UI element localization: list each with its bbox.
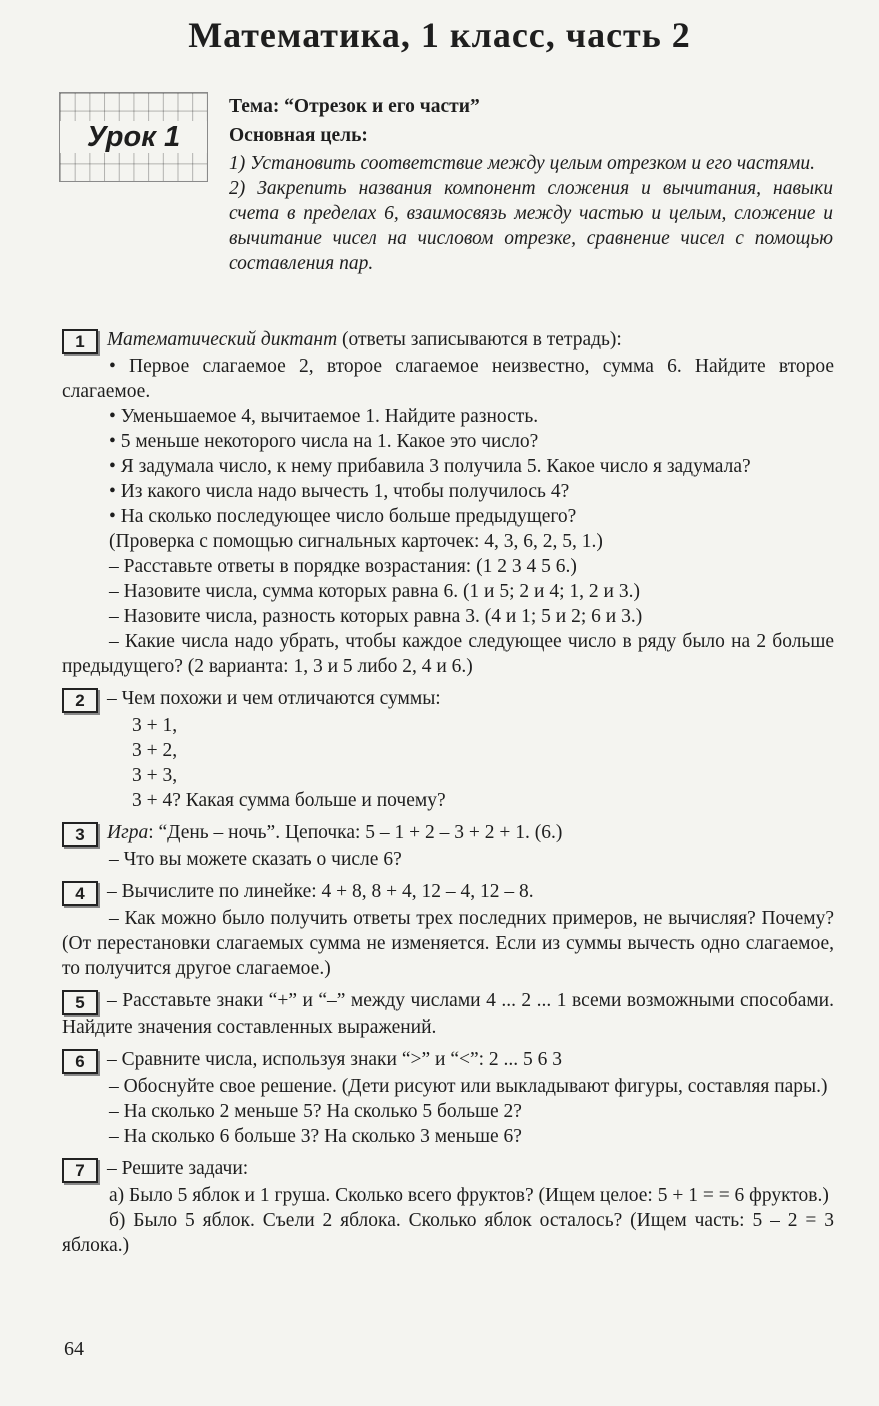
expression-line: 3 + 1,: [132, 715, 178, 736]
exercise-number: 4: [62, 881, 98, 906]
exercise-line: – На сколько 6 больше 3? На сколько 3 меньше 6?: [109, 1126, 522, 1147]
exercise-intro-text: (ответы записываются в тетрадь):: [337, 329, 622, 350]
exercise-line: а) Было 5 яблок и 1 груша. Сколько всего фруктов? (Ищем целое: 5 + 1 = = 6 фруктов.): [109, 1185, 829, 1206]
exercise-line: • Уменьшаемое 4, вычитаемое 1. Найдите разность.: [109, 406, 539, 427]
expression-line: 3 + 3,: [132, 765, 178, 786]
exercise-number: 3: [62, 822, 98, 847]
lesson-badge: [59, 92, 208, 182]
exercise-list: [62, 327, 834, 1265]
exercise-line: – Как можно было получить ответы трех последних примеров, не вычисляя? Почему? (От перестановки слагаемых сумма не изменяется. Если из суммы вычесть одно слагаемое, то получится другое слагаемое.): [62, 908, 834, 979]
exercise-2: [62, 686, 834, 813]
goal-heading: Основная цель:: [229, 125, 368, 146]
lesson-header: [229, 94, 833, 276]
goal-item-1: 1) Установить соответствие между целым отрезком и его частями.: [229, 153, 815, 174]
exercise-line: – Назовите числа, разность которых равна 3. (4 и 1; 5 и 2; 6 и 3.): [109, 606, 643, 627]
exercise-number: 5: [62, 990, 98, 1015]
exercise-line: – Сравните числа, используя знаки “>” и “<”: 2 ... 5 6 3: [107, 1049, 563, 1070]
exercise-line: – На сколько 2 меньше 5? На сколько 5 больше 2?: [109, 1101, 522, 1122]
exercise-line: • Я задумала число, к нему прибавила 3 получила 5. Какое число я задумала?: [109, 456, 751, 477]
exercise-line: – Какие числа надо убрать, чтобы каждое следующее число в ряду было на 2 больше предыдущего? (2 варианта: 1, 3 и 5 либо 2, 4 и 6.): [62, 631, 834, 677]
exercise-line: • 5 меньше некоторого числа на 1. Какое это число?: [109, 431, 539, 452]
exercise-line: – Назовите числа, сумма которых равна 6. (1 и 5; 2 и 4; 1, 2 и 3.): [109, 581, 640, 602]
exercise-number: 1: [62, 329, 98, 354]
exercise-line: – Чем похожи и чем отличаются суммы:: [107, 688, 441, 709]
exercise-line: • Первое слагаемое 2, второе слагаемое неизвестно, сумма 6. Найдите второе слагаемое.: [62, 356, 834, 402]
exercise-number: 7: [62, 1158, 98, 1183]
exercise-7: [62, 1156, 834, 1258]
exercise-line: – Расставьте знаки “+” и “–” между числами 4 ... 2 ... 1 всеми возможными способами. Найдите значения составленных выражений.: [62, 990, 834, 1038]
exercise-intro-text: : “День – ночь”. Цепочка: 5 – 1 + 2 – 3 + 2 + 1. (6.): [148, 822, 563, 843]
exercise-3: [62, 820, 834, 872]
exercise-line: – Решите задачи:: [107, 1158, 249, 1179]
exercise-line: – Расставьте ответы в порядке возрастания: (1 2 3 4 5 6.): [109, 556, 577, 577]
topic-heading: Тема: “Отрезок и его части”: [229, 96, 480, 117]
exercise-line: б) Было 5 яблок. Съели 2 яблока. Сколько яблок осталось? (Ищем часть: 5 – 2 = 3 яблока.): [62, 1210, 834, 1256]
exercise-6: [62, 1047, 834, 1149]
exercise-line: • Из какого числа надо вычесть 1, чтобы получилось 4?: [109, 481, 570, 502]
page-number: 64: [64, 1338, 84, 1360]
exercise-number: 6: [62, 1049, 98, 1074]
exercise-number: 2: [62, 688, 98, 713]
exercise-1: [62, 327, 834, 679]
exercise-line: • На сколько последующее число больше предыдущего?: [109, 506, 577, 527]
exercise-intro-italic: Математический диктант: [107, 329, 338, 350]
goal-item-2: 2) Закрепить названия компонент сложения и вычитания, навыки счета в пределах 6, взаимосвязь между частью и целым, сложение и вычитание чисел на числовом отрезке, сравнение чисел с помощью составления пар.: [229, 178, 833, 274]
exercise-line: – Обоснуйте свое решение. (Дети рисуют или выкладывают фигуры, составляя пары.): [109, 1076, 828, 1097]
expression-line: 3 + 4? Какая сумма больше и почему?: [132, 790, 446, 811]
exercise-intro-italic: Игра: [107, 822, 149, 843]
exercise-4: [62, 879, 834, 981]
expression-line: 3 + 2,: [132, 740, 178, 761]
page-title: Математика, 1 класс, часть 2: [188, 15, 691, 55]
exercise-line: (Проверка с помощью сигнальных карточек: 4, 3, 6, 2, 5, 1.): [109, 531, 603, 552]
exercise-line: – Вычислите по линейке: 4 + 8, 8 + 4, 12 – 4, 12 – 8.: [107, 881, 534, 902]
exercise-5: [62, 988, 834, 1040]
exercise-line: – Что вы можете сказать о числе 6?: [109, 849, 402, 870]
lesson-label: Урок 1: [60, 121, 207, 153]
